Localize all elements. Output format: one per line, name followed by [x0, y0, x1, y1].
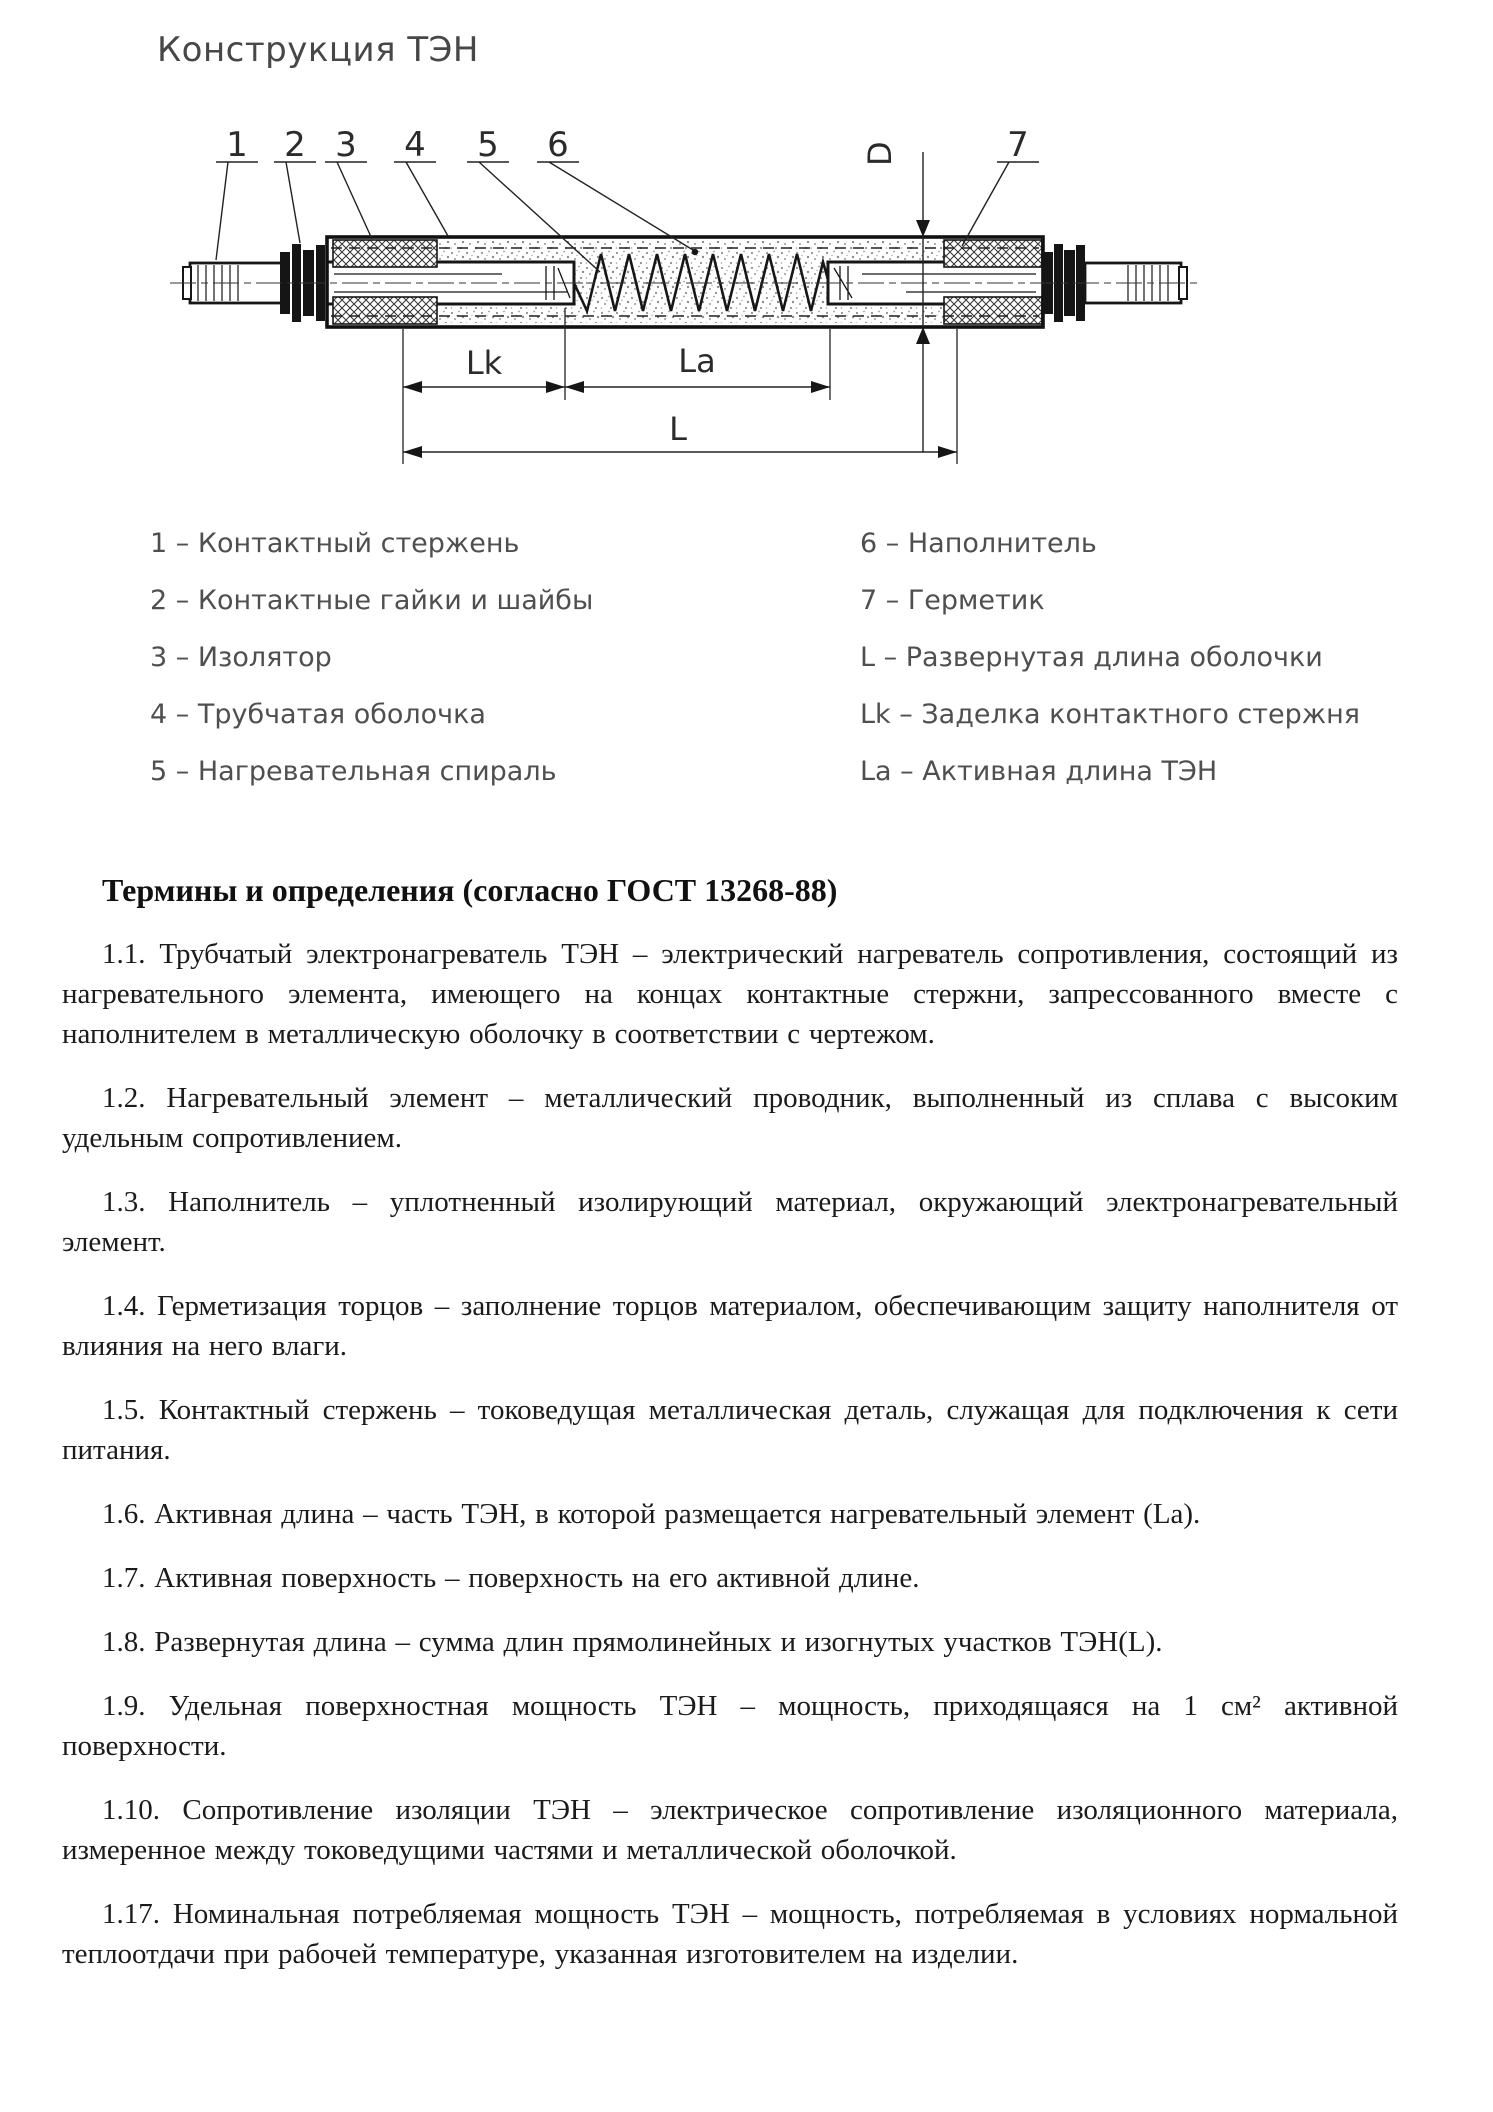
callout-7: 7: [1007, 125, 1029, 165]
legend-item-5: 5 – Нагревательная спираль: [150, 756, 557, 787]
callout-1: 1: [226, 125, 248, 165]
callout-6: 6: [547, 125, 569, 165]
term-1-2: 1.2. Нагревательный элемент – металлический проводник, выполненный из сплава с высоким удельным сопротивлением.: [62, 1082, 1398, 1154]
term-1-1: 1.1. Трубчатый электронагреватель ТЭН – электрический нагреватель сопротивления, состоящий из нагревательного элемента, имеющего на концах контактные стержни, запрессованного вместе с наполнителем в металлическую оболочку в соответствии с чертежом.: [62, 938, 1398, 1050]
term-1-17: 1.17. Номинальная потребляемая мощность ТЭН – мощность, потребляемая в условиях нормальной теплоотдачи при рабочей температуре, указанная изготовителем на изделии.: [62, 1898, 1398, 1970]
term-1-9: 1.9. Удельная поверхностная мощность ТЭН – мощность, приходящаяся на 1 см² активной поверхности.: [62, 1690, 1398, 1762]
callout-3: 3: [335, 125, 357, 165]
legend-item-2: 2 – Контактные гайки и шайбы: [150, 585, 594, 616]
term-1-4: 1.4. Герметизация торцов – заполнение торцов материалом, обеспечивающим защиту наполнителя от влияния на него влаги.: [62, 1290, 1398, 1362]
legend-item-3: 3 – Изолятор: [150, 642, 332, 673]
legend-item-la: La – Активная длина ТЭН: [860, 756, 1218, 787]
term-1-10: 1.10. Сопротивление изоляции ТЭН – электрическое сопротивление изоляционного материала, измеренное между токоведущими частями и металлической оболочкой.: [62, 1794, 1398, 1866]
term-1-8: 1.8. Развернутая длина – сумма длин прямолинейных и изогнутых участков ТЭН(L).: [102, 1626, 1163, 1658]
dim-label-la: La: [678, 342, 716, 380]
term-1-7: 1.7. Активная поверхность – поверхность на его активной длине.: [102, 1562, 920, 1594]
callout-5: 5: [477, 125, 499, 165]
legend-item-6: 6 – Наполнитель: [860, 528, 1097, 559]
dim-label-l: L: [669, 410, 687, 448]
terms-heading: Термины и определения (согласно ГОСТ 13268-88): [102, 872, 838, 908]
legend-item-l: L – Развернутая длина оболочки: [860, 642, 1323, 673]
dim-label-lk: Lk: [465, 344, 503, 382]
callout-2: 2: [284, 125, 306, 165]
legend-item-4: 4 – Трубчатая оболочка: [150, 699, 486, 730]
callout-4: 4: [404, 125, 426, 165]
legend-item-lk: Lk – Заделка контактного стержня: [860, 699, 1360, 730]
legend-item-7: 7 – Герметик: [860, 585, 1045, 616]
callout-6-dot: [692, 249, 698, 255]
figure-title: Конструкция ТЭН: [157, 30, 479, 70]
term-1-6: 1.6. Активная длина – часть ТЭН, в которой размещается нагревательный элемент (La).: [102, 1498, 1201, 1530]
terms-section: [62, 870, 1398, 1974]
legend-item-1: 1 – Контактный стержень: [150, 528, 520, 559]
term-1-5: 1.5. Контактный стержень – токоведущая металлическая деталь, служащая для подключения к сети питания.: [62, 1394, 1398, 1466]
term-1-3: 1.3. Наполнитель – уплотненный изолирующий материал, окружающий электронагревательный элемент.: [62, 1186, 1398, 1258]
ten-construction-diagram: [150, 100, 1210, 480]
dim-label-d: D: [861, 141, 899, 166]
